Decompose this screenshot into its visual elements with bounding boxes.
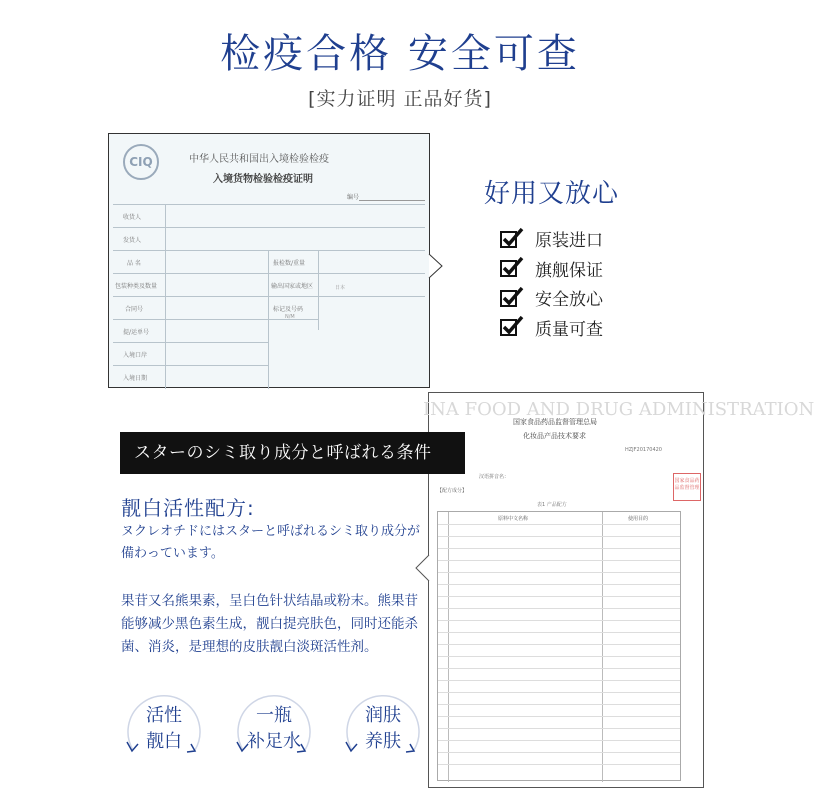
- feature-item: [500, 313, 603, 343]
- column-header: 使用目的: [628, 516, 649, 522]
- checkbox-checked-icon: [500, 257, 524, 279]
- badge-line2: 靓白: [146, 731, 182, 752]
- feature-label: 质量可查: [535, 319, 603, 340]
- feature-label: 原装进口: [535, 231, 603, 252]
- checkbox-checked-icon: [500, 228, 524, 250]
- row-label: 发货人: [123, 237, 142, 244]
- feature-label: 安全放心: [535, 290, 603, 311]
- certificate-number-label: 编号: [347, 194, 360, 201]
- row-label: 提/运单号: [123, 329, 150, 336]
- pointer-arrow-icon: [429, 254, 443, 278]
- page-subtitle: [实力证明 正品好货]: [308, 88, 492, 110]
- feature-item: [500, 224, 603, 254]
- right-label: 报检数/重量: [273, 260, 306, 267]
- badge-hydration: [231, 688, 317, 774]
- ciq-logo-icon: CIQ: [123, 144, 159, 180]
- row-label: 收货人: [123, 214, 142, 221]
- document-title: 国家食品药品监督管理总局: [513, 418, 597, 426]
- inspection-certificate-image: [108, 133, 430, 388]
- document-pinyin-line: 汉语拼音名：: [479, 474, 510, 480]
- document-section-label: 【配方成分】: [437, 488, 468, 494]
- document-code: HZJF20170420: [625, 447, 662, 453]
- page-title: 检疫合格 安全可查: [220, 31, 580, 77]
- certificate-subheading: 入境货物检验检疫证明: [213, 174, 313, 185]
- row-label: 包装种类及数量: [115, 283, 158, 290]
- formula-title: 靓白活性配方:: [121, 496, 255, 520]
- formula-table: [437, 511, 681, 781]
- certificate-table: [113, 204, 425, 389]
- column-header: 原料中文名称: [498, 516, 529, 522]
- document-watermark: INA FOOD AND DRUG ADMINISTRATION: [423, 399, 814, 420]
- row-label: 品 名: [127, 260, 141, 267]
- row-label: 入境日期: [123, 375, 148, 382]
- japanese-description: ヌクレオチドにはスターと呼ばれるシミ取り成分が備わっています。: [121, 524, 421, 561]
- right-value: 日本: [335, 285, 346, 291]
- checkbox-checked-icon: [500, 316, 524, 338]
- features-list: [500, 224, 603, 342]
- features-title: 好用又放心: [484, 179, 620, 209]
- right-label: 输出国家或地区: [271, 283, 314, 290]
- document-subtitle: 化妆品产品技术要求: [523, 432, 586, 440]
- badge-line1: 润肤: [365, 705, 401, 726]
- badge-line1: 活性: [146, 705, 182, 726]
- badge-whitening: [121, 688, 207, 774]
- badge-nourish: [340, 688, 426, 774]
- feature-item: [500, 254, 603, 284]
- table-caption: 表1 产品配方: [537, 502, 567, 508]
- ingredient-banner: スターのシミ取り成分と呼ばれる条件: [120, 432, 465, 474]
- red-stamp: 国家食品药品监督管理: [673, 473, 701, 501]
- row-label: 合同号: [125, 306, 144, 313]
- feature-item: [500, 283, 603, 313]
- badge-line2: 补足水: [247, 731, 301, 752]
- feature-label: 旗舰保证: [535, 260, 603, 281]
- right-label: 标记及号码: [273, 306, 304, 313]
- arbutin-description: 果苷又名熊果素，呈白色针状结晶或粉末。熊果苷能够减少黑色素生成，靓白提亮肤色，同时还能杀菌、消炎，是理想的皮肤靓白淡斑活性剂。: [121, 593, 418, 655]
- row-label: 入境口岸: [123, 352, 148, 359]
- badge-line2: 养肤: [365, 731, 401, 752]
- right-value: N/M: [285, 314, 295, 320]
- checkbox-checked-icon: [500, 287, 524, 309]
- cosmetic-technical-document-image: [423, 392, 814, 788]
- certificate-heading: 中华人民共和国出入境检验检疫: [189, 154, 329, 165]
- badge-line1: 一瓶: [256, 705, 292, 726]
